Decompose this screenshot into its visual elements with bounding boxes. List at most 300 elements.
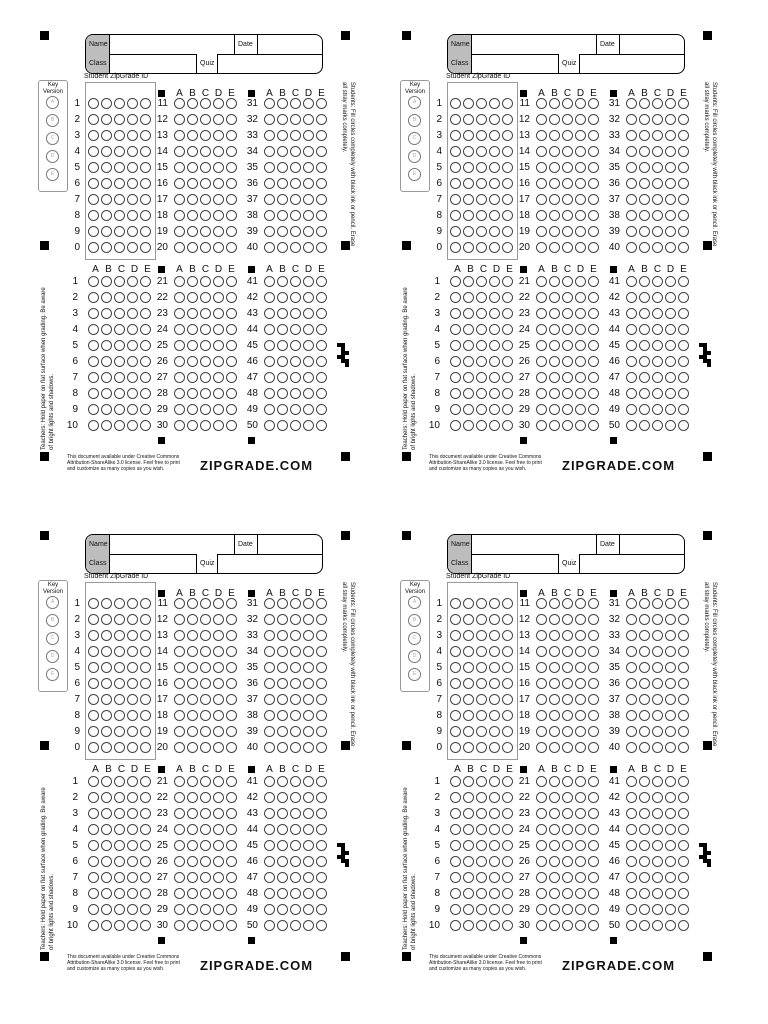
answer-bubble[interactable] [549, 356, 560, 367]
answer-bubble[interactable] [562, 662, 573, 673]
answer-bubble[interactable] [114, 404, 125, 415]
answer-bubble[interactable] [575, 888, 586, 899]
answer-bubble[interactable] [450, 888, 461, 899]
answer-bubble[interactable] [476, 372, 487, 383]
answer-bubble[interactable] [639, 308, 650, 319]
id-bubble[interactable] [450, 678, 461, 689]
id-bubble[interactable] [88, 694, 99, 705]
id-bubble[interactable] [450, 210, 461, 221]
answer-bubble[interactable] [264, 742, 275, 753]
id-bubble[interactable] [476, 694, 487, 705]
answer-bubble[interactable] [639, 242, 650, 253]
answer-bubble[interactable] [200, 210, 211, 221]
answer-bubble[interactable] [652, 888, 663, 899]
answer-bubble[interactable] [678, 292, 689, 303]
answer-bubble[interactable] [277, 356, 288, 367]
id-bubble[interactable] [101, 598, 112, 609]
answer-bubble[interactable] [264, 404, 275, 415]
answer-bubble[interactable] [489, 792, 500, 803]
answer-bubble[interactable] [174, 726, 185, 737]
id-bubble[interactable] [88, 630, 99, 641]
answer-bubble[interactable] [588, 340, 599, 351]
answer-bubble[interactable] [678, 178, 689, 189]
answer-bubble[interactable] [88, 404, 99, 415]
answer-bubble[interactable] [290, 324, 301, 335]
answer-bubble[interactable] [303, 242, 314, 253]
key-version-bubble[interactable]: D [46, 650, 59, 663]
answer-bubble[interactable] [536, 808, 547, 819]
answer-bubble[interactable] [639, 404, 650, 415]
answer-bubble[interactable] [562, 840, 573, 851]
answer-bubble[interactable] [562, 776, 573, 787]
answer-bubble[interactable] [88, 808, 99, 819]
id-bubble[interactable] [114, 146, 125, 157]
answer-bubble[interactable] [226, 840, 237, 851]
answer-bubble[interactable] [187, 598, 198, 609]
answer-bubble[interactable] [316, 210, 327, 221]
answer-bubble[interactable] [303, 630, 314, 641]
answer-bubble[interactable] [264, 308, 275, 319]
answer-bubble[interactable] [626, 356, 637, 367]
answer-bubble[interactable] [226, 710, 237, 721]
answer-bubble[interactable] [290, 630, 301, 641]
answer-bubble[interactable] [114, 840, 125, 851]
answer-bubble[interactable] [187, 742, 198, 753]
answer-bubble[interactable] [476, 356, 487, 367]
answer-bubble[interactable] [127, 356, 138, 367]
answer-bubble[interactable] [588, 324, 599, 335]
answer-bubble[interactable] [639, 356, 650, 367]
answer-bubble[interactable] [174, 824, 185, 835]
id-bubble[interactable] [127, 162, 138, 173]
answer-bubble[interactable] [652, 726, 663, 737]
answer-bubble[interactable] [88, 276, 99, 287]
answer-bubble[interactable] [127, 840, 138, 851]
answer-bubble[interactable] [290, 130, 301, 141]
answer-bubble[interactable] [639, 678, 650, 689]
answer-bubble[interactable] [575, 662, 586, 673]
id-bubble[interactable] [101, 146, 112, 157]
answer-bubble[interactable] [127, 324, 138, 335]
answer-bubble[interactable] [626, 742, 637, 753]
answer-bubble[interactable] [489, 308, 500, 319]
answer-bubble[interactable] [665, 888, 676, 899]
answer-bubble[interactable] [316, 920, 327, 931]
answer-bubble[interactable] [450, 404, 461, 415]
answer-bubble[interactable] [174, 146, 185, 157]
id-bubble[interactable] [463, 630, 474, 641]
id-bubble[interactable] [489, 630, 500, 641]
answer-bubble[interactable] [575, 824, 586, 835]
answer-bubble[interactable] [562, 598, 573, 609]
id-bubble[interactable] [114, 178, 125, 189]
id-bubble[interactable] [489, 726, 500, 737]
id-bubble[interactable] [127, 130, 138, 141]
answer-bubble[interactable] [303, 662, 314, 673]
answer-bubble[interactable] [463, 356, 474, 367]
answer-bubble[interactable] [489, 872, 500, 883]
answer-bubble[interactable] [549, 130, 560, 141]
answer-bubble[interactable] [316, 872, 327, 883]
answer-bubble[interactable] [450, 372, 461, 383]
answer-bubble[interactable] [626, 372, 637, 383]
answer-bubble[interactable] [476, 388, 487, 399]
id-bubble[interactable] [450, 614, 461, 625]
id-bubble[interactable] [489, 742, 500, 753]
answer-bubble[interactable] [226, 388, 237, 399]
answer-bubble[interactable] [127, 904, 138, 915]
answer-bubble[interactable] [575, 710, 586, 721]
answer-bubble[interactable] [174, 888, 185, 899]
answer-bubble[interactable] [588, 598, 599, 609]
answer-bubble[interactable] [575, 372, 586, 383]
answer-bubble[interactable] [303, 146, 314, 157]
id-bubble[interactable] [88, 98, 99, 109]
answer-bubble[interactable] [626, 856, 637, 867]
answer-bubble[interactable] [200, 340, 211, 351]
id-bubble[interactable] [114, 662, 125, 673]
id-bubble[interactable] [114, 614, 125, 625]
answer-bubble[interactable] [652, 308, 663, 319]
answer-bubble[interactable] [277, 694, 288, 705]
answer-bubble[interactable] [316, 662, 327, 673]
answer-bubble[interactable] [639, 324, 650, 335]
answer-bubble[interactable] [303, 792, 314, 803]
answer-bubble[interactable] [665, 630, 676, 641]
answer-bubble[interactable] [316, 130, 327, 141]
answer-bubble[interactable] [187, 726, 198, 737]
answer-bubble[interactable] [549, 340, 560, 351]
answer-bubble[interactable] [174, 792, 185, 803]
answer-bubble[interactable] [626, 920, 637, 931]
answer-bubble[interactable] [114, 792, 125, 803]
answer-bubble[interactable] [174, 308, 185, 319]
answer-bubble[interactable] [290, 646, 301, 657]
answer-bubble[interactable] [463, 340, 474, 351]
answer-bubble[interactable] [88, 340, 99, 351]
answer-bubble[interactable] [213, 276, 224, 287]
answer-bubble[interactable] [101, 276, 112, 287]
answer-bubble[interactable] [575, 920, 586, 931]
answer-bubble[interactable] [174, 856, 185, 867]
answer-bubble[interactable] [277, 824, 288, 835]
answer-bubble[interactable] [200, 598, 211, 609]
answer-bubble[interactable] [626, 388, 637, 399]
answer-bubble[interactable] [588, 872, 599, 883]
answer-bubble[interactable] [652, 178, 663, 189]
answer-bubble[interactable] [489, 904, 500, 915]
answer-bubble[interactable] [213, 824, 224, 835]
answer-bubble[interactable] [678, 920, 689, 931]
id-bubble[interactable] [127, 614, 138, 625]
answer-bubble[interactable] [562, 210, 573, 221]
answer-bubble[interactable] [174, 630, 185, 641]
answer-bubble[interactable] [463, 308, 474, 319]
answer-bubble[interactable] [264, 776, 275, 787]
answer-bubble[interactable] [277, 210, 288, 221]
answer-bubble[interactable] [127, 808, 138, 819]
answer-bubble[interactable] [536, 292, 547, 303]
answer-bubble[interactable] [652, 630, 663, 641]
id-bubble[interactable] [88, 598, 99, 609]
answer-bubble[interactable] [678, 356, 689, 367]
answer-bubble[interactable] [226, 694, 237, 705]
answer-bubble[interactable] [678, 792, 689, 803]
key-version-bubble[interactable]: E [408, 668, 421, 681]
id-bubble[interactable] [450, 630, 461, 641]
answer-bubble[interactable] [652, 742, 663, 753]
answer-bubble[interactable] [450, 324, 461, 335]
answer-bubble[interactable] [626, 678, 637, 689]
key-version-bubble[interactable]: B [46, 614, 59, 627]
answer-bubble[interactable] [213, 308, 224, 319]
answer-bubble[interactable] [489, 420, 500, 431]
answer-bubble[interactable] [575, 356, 586, 367]
answer-bubble[interactable] [639, 98, 650, 109]
id-bubble[interactable] [101, 630, 112, 641]
id-bubble[interactable] [127, 662, 138, 673]
answer-bubble[interactable] [549, 694, 560, 705]
id-bubble[interactable] [88, 178, 99, 189]
answer-bubble[interactable] [665, 904, 676, 915]
answer-bubble[interactable] [678, 340, 689, 351]
answer-bubble[interactable] [264, 276, 275, 287]
answer-bubble[interactable] [290, 404, 301, 415]
answer-bubble[interactable] [174, 162, 185, 173]
key-version-bubble[interactable]: A [46, 596, 59, 609]
id-bubble[interactable] [476, 242, 487, 253]
answer-bubble[interactable] [316, 420, 327, 431]
answer-bubble[interactable] [678, 308, 689, 319]
answer-bubble[interactable] [549, 388, 560, 399]
answer-bubble[interactable] [290, 114, 301, 125]
answer-bubble[interactable] [200, 856, 211, 867]
answer-bubble[interactable] [562, 226, 573, 237]
answer-bubble[interactable] [575, 742, 586, 753]
answer-bubble[interactable] [174, 742, 185, 753]
answer-bubble[interactable] [264, 114, 275, 125]
answer-bubble[interactable] [562, 646, 573, 657]
answer-bubble[interactable] [489, 840, 500, 851]
answer-bubble[interactable] [303, 678, 314, 689]
id-bubble[interactable] [127, 710, 138, 721]
answer-bubble[interactable] [226, 162, 237, 173]
answer-bubble[interactable] [450, 920, 461, 931]
answer-bubble[interactable] [187, 308, 198, 319]
answer-bubble[interactable] [114, 308, 125, 319]
answer-bubble[interactable] [213, 162, 224, 173]
answer-bubble[interactable] [303, 694, 314, 705]
answer-bubble[interactable] [290, 776, 301, 787]
answer-bubble[interactable] [588, 646, 599, 657]
answer-bubble[interactable] [575, 598, 586, 609]
answer-bubble[interactable] [316, 308, 327, 319]
answer-bubble[interactable] [213, 178, 224, 189]
answer-bubble[interactable] [562, 404, 573, 415]
answer-bubble[interactable] [290, 824, 301, 835]
answer-bubble[interactable] [187, 210, 198, 221]
answer-bubble[interactable] [626, 98, 637, 109]
answer-bubble[interactable] [290, 292, 301, 303]
answer-bubble[interactable] [264, 340, 275, 351]
answer-bubble[interactable] [626, 662, 637, 673]
answer-bubble[interactable] [226, 630, 237, 641]
answer-bubble[interactable] [226, 130, 237, 141]
answer-bubble[interactable] [303, 614, 314, 625]
answer-bubble[interactable] [476, 792, 487, 803]
answer-bubble[interactable] [187, 420, 198, 431]
answer-bubble[interactable] [639, 808, 650, 819]
answer-bubble[interactable] [174, 840, 185, 851]
answer-bubble[interactable] [213, 98, 224, 109]
answer-bubble[interactable] [652, 776, 663, 787]
answer-bubble[interactable] [88, 388, 99, 399]
answer-bubble[interactable] [562, 888, 573, 899]
answer-bubble[interactable] [187, 340, 198, 351]
answer-bubble[interactable] [174, 178, 185, 189]
id-bubble[interactable] [489, 146, 500, 157]
answer-bubble[interactable] [200, 194, 211, 205]
answer-bubble[interactable] [562, 340, 573, 351]
answer-bubble[interactable] [536, 888, 547, 899]
answer-bubble[interactable] [316, 146, 327, 157]
answer-bubble[interactable] [678, 646, 689, 657]
answer-bubble[interactable] [476, 340, 487, 351]
answer-bubble[interactable] [200, 372, 211, 383]
id-bubble[interactable] [463, 130, 474, 141]
id-bubble[interactable] [114, 726, 125, 737]
answer-bubble[interactable] [213, 404, 224, 415]
answer-bubble[interactable] [213, 856, 224, 867]
answer-bubble[interactable] [200, 98, 211, 109]
answer-bubble[interactable] [187, 114, 198, 125]
id-bubble[interactable] [88, 710, 99, 721]
answer-bubble[interactable] [303, 98, 314, 109]
answer-bubble[interactable] [588, 808, 599, 819]
answer-bubble[interactable] [316, 388, 327, 399]
answer-bubble[interactable] [303, 824, 314, 835]
answer-bubble[interactable] [290, 372, 301, 383]
answer-bubble[interactable] [264, 130, 275, 141]
id-bubble[interactable] [476, 678, 487, 689]
answer-bubble[interactable] [213, 114, 224, 125]
answer-bubble[interactable] [290, 98, 301, 109]
id-bubble[interactable] [88, 662, 99, 673]
answer-bubble[interactable] [200, 324, 211, 335]
answer-bubble[interactable] [187, 710, 198, 721]
answer-bubble[interactable] [678, 404, 689, 415]
answer-bubble[interactable] [213, 130, 224, 141]
answer-bubble[interactable] [303, 920, 314, 931]
answer-bubble[interactable] [678, 388, 689, 399]
answer-bubble[interactable] [88, 292, 99, 303]
answer-bubble[interactable] [226, 340, 237, 351]
answer-bubble[interactable] [665, 146, 676, 157]
answer-bubble[interactable] [678, 630, 689, 641]
answer-bubble[interactable] [549, 872, 560, 883]
answer-bubble[interactable] [290, 888, 301, 899]
answer-bubble[interactable] [200, 808, 211, 819]
answer-bubble[interactable] [101, 356, 112, 367]
answer-bubble[interactable] [626, 808, 637, 819]
answer-bubble[interactable] [303, 598, 314, 609]
answer-bubble[interactable] [290, 662, 301, 673]
answer-bubble[interactable] [678, 276, 689, 287]
answer-bubble[interactable] [290, 162, 301, 173]
answer-bubble[interactable] [303, 904, 314, 915]
answer-bubble[interactable] [264, 146, 275, 157]
answer-bubble[interactable] [639, 630, 650, 641]
answer-bubble[interactable] [476, 308, 487, 319]
answer-bubble[interactable] [450, 856, 461, 867]
answer-bubble[interactable] [290, 308, 301, 319]
answer-bubble[interactable] [303, 404, 314, 415]
key-version-bubble[interactable]: B [408, 614, 421, 627]
answer-bubble[interactable] [536, 194, 547, 205]
id-bubble[interactable] [463, 242, 474, 253]
answer-bubble[interactable] [489, 388, 500, 399]
answer-bubble[interactable] [213, 614, 224, 625]
answer-bubble[interactable] [200, 356, 211, 367]
answer-bubble[interactable] [213, 920, 224, 931]
answer-bubble[interactable] [187, 130, 198, 141]
answer-bubble[interactable] [200, 904, 211, 915]
answer-bubble[interactable] [652, 292, 663, 303]
answer-bubble[interactable] [174, 920, 185, 931]
answer-bubble[interactable] [652, 210, 663, 221]
answer-bubble[interactable] [652, 162, 663, 173]
answer-bubble[interactable] [463, 888, 474, 899]
answer-bubble[interactable] [575, 420, 586, 431]
answer-bubble[interactable] [652, 792, 663, 803]
answer-bubble[interactable] [536, 242, 547, 253]
answer-bubble[interactable] [678, 226, 689, 237]
id-bubble[interactable] [101, 662, 112, 673]
answer-bubble[interactable] [549, 888, 560, 899]
answer-bubble[interactable] [652, 420, 663, 431]
answer-bubble[interactable] [678, 146, 689, 157]
answer-bubble[interactable] [588, 920, 599, 931]
answer-bubble[interactable] [303, 840, 314, 851]
answer-bubble[interactable] [226, 742, 237, 753]
answer-bubble[interactable] [588, 98, 599, 109]
answer-bubble[interactable] [277, 598, 288, 609]
answer-bubble[interactable] [549, 114, 560, 125]
answer-bubble[interactable] [588, 130, 599, 141]
answer-bubble[interactable] [213, 726, 224, 737]
id-bubble[interactable] [450, 146, 461, 157]
answer-bubble[interactable] [290, 872, 301, 883]
answer-bubble[interactable] [562, 356, 573, 367]
answer-bubble[interactable] [678, 742, 689, 753]
answer-bubble[interactable] [200, 694, 211, 705]
answer-bubble[interactable] [226, 726, 237, 737]
answer-bubble[interactable] [476, 292, 487, 303]
answer-bubble[interactable] [101, 324, 112, 335]
answer-bubble[interactable] [665, 856, 676, 867]
answer-bubble[interactable] [226, 678, 237, 689]
id-bubble[interactable] [463, 194, 474, 205]
answer-bubble[interactable] [639, 162, 650, 173]
answer-bubble[interactable] [303, 292, 314, 303]
answer-bubble[interactable] [303, 162, 314, 173]
id-bubble[interactable] [489, 130, 500, 141]
answer-bubble[interactable] [127, 340, 138, 351]
answer-bubble[interactable] [678, 614, 689, 625]
answer-bubble[interactable] [88, 824, 99, 835]
answer-bubble[interactable] [489, 404, 500, 415]
answer-bubble[interactable] [226, 420, 237, 431]
